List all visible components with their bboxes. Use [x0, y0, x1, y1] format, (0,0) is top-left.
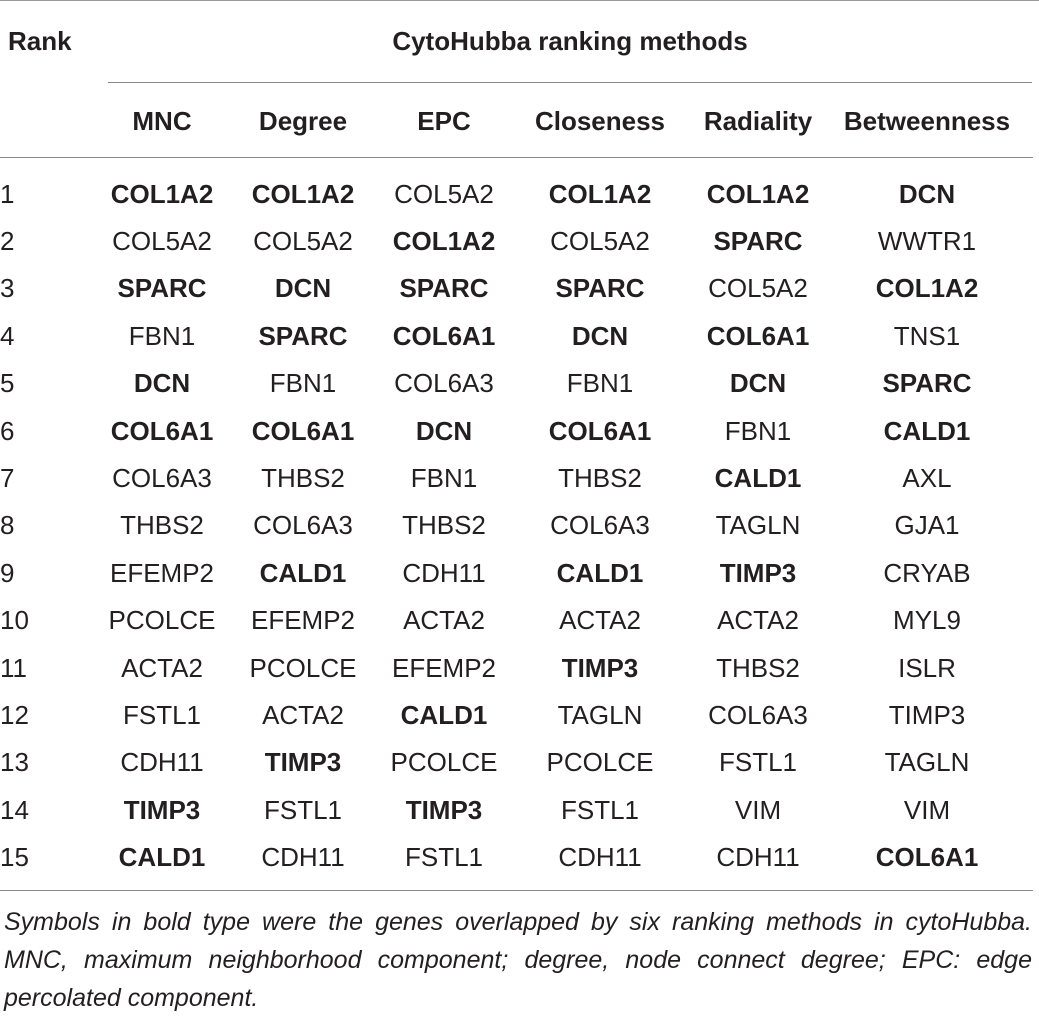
gene-cell-closeness: COL6A3	[550, 510, 650, 541]
rank-cell: 1	[0, 178, 15, 209]
gene-cell-epc: COL5A2	[394, 178, 494, 209]
gene-cell-radiality: COL6A1	[706, 320, 810, 351]
table-footnote: Symbols in bold type were the genes overlapped by six ranking methods in cytoHubba. MNC, maximum neighborhood component; degree, node connect degree; EPC: edge percolated component.	[4, 908, 1032, 1012]
gene-cell-radiality: SPARC	[713, 226, 803, 257]
table-row	[0, 691, 1032, 738]
gene-cell-betweenness: COL1A2	[875, 273, 979, 304]
data-table	[0, 170, 1032, 881]
gene-cell-betweenness: ISLR	[898, 652, 956, 683]
rank-cell: 7	[0, 463, 15, 494]
table-row	[0, 265, 1032, 312]
gene-cell-closeness: TIMP3	[561, 652, 639, 683]
gene-cell-degree: ACTA2	[262, 699, 344, 730]
gene-cell-mnc: COL1A2	[110, 178, 214, 209]
gene-cell-epc: CDH11	[402, 557, 486, 588]
gene-cell-radiality: DCN	[729, 368, 787, 399]
gene-cell-epc: ACTA2	[403, 605, 485, 636]
rank-cell: 11	[0, 652, 27, 683]
gene-cell-mnc: CALD1	[118, 842, 206, 873]
gene-cell-radiality: FBN1	[724, 415, 792, 446]
gene-cell-betweenness: CALD1	[883, 415, 971, 446]
rank-cell: 15	[0, 842, 29, 873]
gene-cell-radiality: COL5A2	[708, 273, 808, 304]
gene-cell-mnc: COL5A2	[112, 226, 212, 257]
gene-cell-epc: PCOLCE	[390, 747, 498, 778]
gene-cell-betweenness: COL6A1	[875, 842, 979, 873]
gene-cell-radiality: THBS2	[716, 652, 800, 683]
gene-cell-epc: COL6A3	[394, 368, 494, 399]
rank-cell: 13	[0, 747, 29, 778]
gene-cell-epc: COL6A1	[392, 320, 496, 351]
gene-cell-betweenness: TAGLN	[884, 747, 970, 778]
table-row	[0, 360, 1032, 407]
rank-header: Rank	[8, 26, 72, 56]
gene-cell-radiality: CALD1	[714, 463, 802, 494]
gene-cell-degree: DCN	[274, 273, 332, 304]
gene-cell-epc: TIMP3	[405, 794, 483, 825]
rank-cell: 14	[0, 794, 29, 825]
column-header-radiality: Radiality	[703, 106, 813, 136]
rank-cell: 10	[0, 605, 29, 636]
column-header-betweenness: Betweenness	[843, 106, 1011, 136]
column-header-closeness: Closeness	[534, 106, 666, 136]
gene-cell-closeness: DCN	[571, 320, 629, 351]
gene-cell-epc: FSTL1	[404, 842, 484, 873]
gene-cell-radiality: COL6A3	[708, 699, 808, 730]
gene-cell-radiality: ACTA2	[717, 605, 799, 636]
rank-cell: 6	[0, 415, 15, 446]
group-header: CytoHubba ranking methods	[392, 26, 748, 56]
gene-cell-mnc: DCN	[133, 368, 191, 399]
gene-cell-betweenness: SPARC	[882, 368, 972, 399]
gene-cell-closeness: FBN1	[566, 368, 634, 399]
gene-cell-betweenness: WWTR1	[877, 226, 977, 257]
rank-cell: 3	[0, 273, 15, 304]
gene-cell-betweenness: DCN	[898, 178, 956, 209]
rank-cell: 4	[0, 320, 15, 351]
table-row	[0, 454, 1032, 501]
gene-cell-betweenness: MYL9	[893, 605, 961, 636]
gene-cell-closeness: COL5A2	[550, 226, 650, 257]
gene-cell-degree: PCOLCE	[249, 652, 357, 683]
gene-cell-closeness: THBS2	[558, 463, 642, 494]
gene-cell-degree: FBN1	[269, 368, 337, 399]
gene-cell-epc: COL1A2	[392, 226, 496, 257]
gene-cell-epc: EFEMP2	[391, 652, 497, 683]
table-row	[0, 170, 1032, 217]
rank-cell: 9	[0, 557, 15, 588]
gene-cell-degree: COL6A1	[251, 415, 355, 446]
gene-cell-degree: CDH11	[261, 842, 345, 873]
gene-cell-degree: COL1A2	[251, 178, 355, 209]
gene-cell-radiality: TIMP3	[719, 557, 797, 588]
gene-cell-degree: CALD1	[259, 557, 347, 588]
gene-cell-degree: COL5A2	[253, 226, 353, 257]
gene-cell-radiality: FSTL1	[718, 747, 798, 778]
gene-cell-betweenness: TNS1	[893, 320, 961, 351]
gene-cell-mnc: COL6A3	[112, 463, 212, 494]
table-row	[0, 644, 1032, 691]
gene-cell-degree: TIMP3	[264, 747, 342, 778]
gene-cell-mnc: COL6A1	[110, 415, 214, 446]
gene-cell-mnc: TIMP3	[123, 794, 201, 825]
gene-cell-mnc: EFEMP2	[109, 557, 215, 588]
rank-cell: 2	[0, 226, 15, 257]
gene-cell-closeness: CALD1	[556, 557, 644, 588]
gene-cell-betweenness: VIM	[903, 794, 951, 825]
group-header-rule	[108, 82, 1032, 83]
gene-cell-epc: THBS2	[402, 510, 486, 541]
gene-cell-mnc: SPARC	[117, 273, 207, 304]
gene-cell-radiality: VIM	[734, 794, 782, 825]
gene-cell-closeness: COL6A1	[548, 415, 652, 446]
gene-cell-closeness: FSTL1	[560, 794, 640, 825]
table-row	[0, 312, 1032, 359]
gene-cell-closeness: COL1A2	[548, 178, 652, 209]
table-row	[0, 407, 1032, 454]
gene-cell-closeness: PCOLCE	[546, 747, 654, 778]
gene-cell-degree: EFEMP2	[250, 605, 356, 636]
gene-cell-closeness: TAGLN	[557, 699, 643, 730]
gene-cell-epc: DCN	[415, 415, 473, 446]
column-header-epc: EPC	[417, 106, 471, 136]
gene-cell-radiality: CDH11	[716, 842, 800, 873]
gene-cell-radiality: COL1A2	[706, 178, 810, 209]
gene-cell-mnc: ACTA2	[121, 652, 203, 683]
table-row	[0, 786, 1032, 833]
gene-cell-betweenness: TIMP3	[888, 699, 966, 730]
table-row	[0, 217, 1032, 264]
gene-cell-closeness: SPARC	[555, 273, 645, 304]
table-row	[0, 597, 1032, 644]
gene-cell-betweenness: GJA1	[894, 510, 960, 541]
gene-cell-radiality: TAGLN	[715, 510, 801, 541]
bottom-rule	[0, 890, 1033, 891]
rank-cell: 5	[0, 368, 15, 399]
table-row	[0, 833, 1032, 880]
gene-cell-mnc: PCOLCE	[108, 605, 216, 636]
gene-cell-epc: FBN1	[410, 463, 478, 494]
gene-cell-mnc: FBN1	[128, 320, 196, 351]
gene-cell-mnc: FSTL1	[122, 699, 202, 730]
rank-cell: 8	[0, 510, 15, 541]
gene-cell-degree: THBS2	[261, 463, 345, 494]
gene-cell-closeness: ACTA2	[559, 605, 641, 636]
gene-cell-degree: COL6A3	[253, 510, 353, 541]
top-rule	[0, 0, 1039, 1]
header-rule	[0, 157, 1033, 158]
column-header-mnc: MNC	[132, 106, 192, 136]
rank-cell: 12	[0, 699, 29, 730]
table-row	[0, 549, 1032, 596]
table-row	[0, 502, 1032, 549]
table-row	[0, 739, 1032, 786]
gene-cell-closeness: CDH11	[558, 842, 642, 873]
gene-cell-mnc: CDH11	[120, 747, 204, 778]
column-header-degree: Degree	[258, 106, 348, 136]
gene-cell-degree: FSTL1	[263, 794, 343, 825]
gene-cell-epc: SPARC	[399, 273, 489, 304]
gene-cell-mnc: THBS2	[120, 510, 204, 541]
gene-cell-betweenness: CRYAB	[883, 557, 971, 588]
gene-cell-epc: CALD1	[400, 699, 488, 730]
gene-cell-degree: SPARC	[258, 320, 348, 351]
gene-cell-betweenness: AXL	[902, 463, 952, 494]
